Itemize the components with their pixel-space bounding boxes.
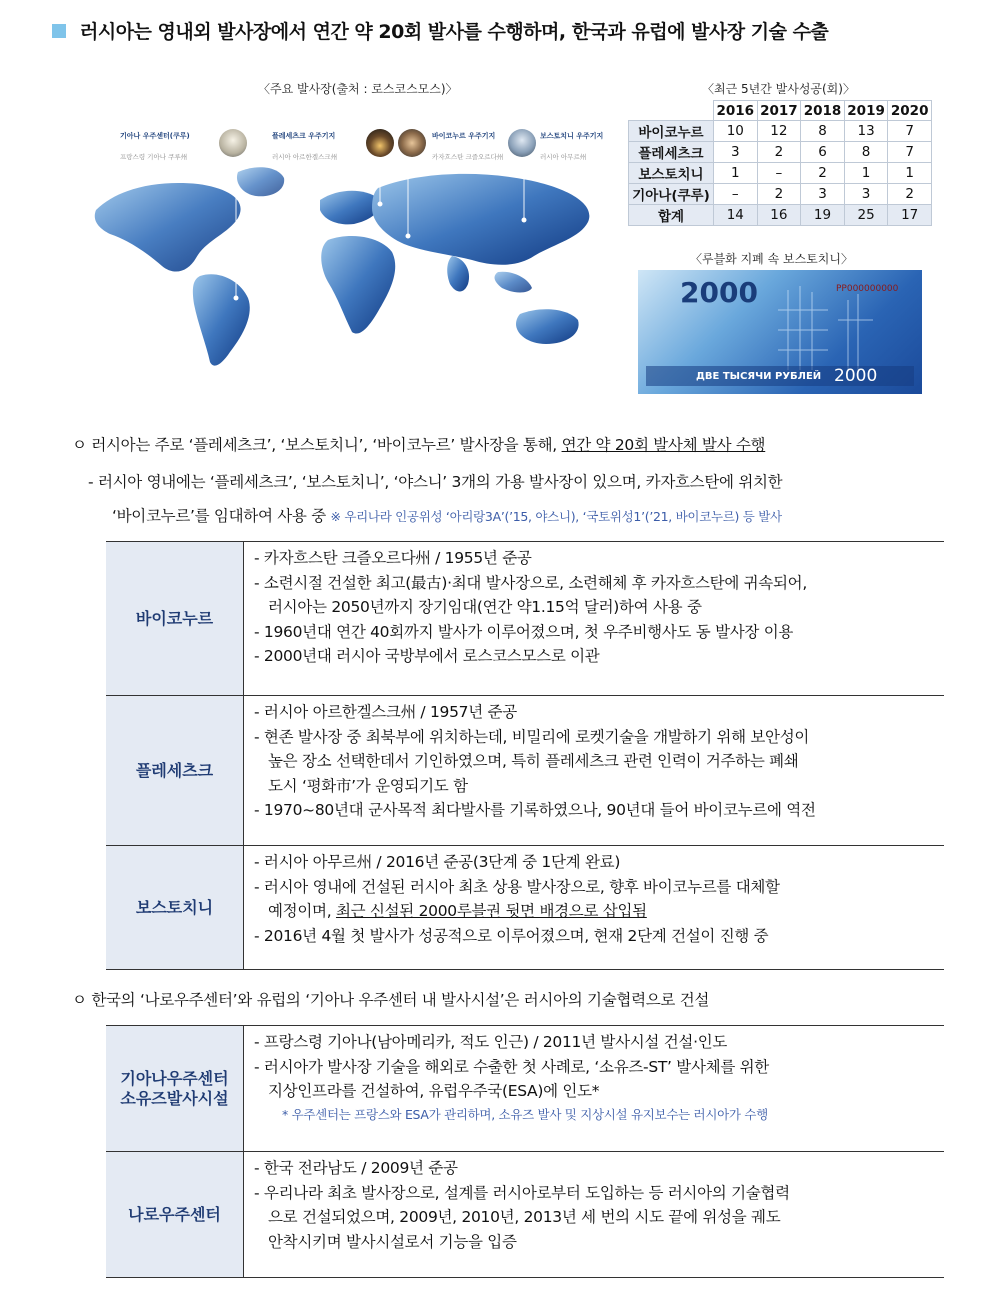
list-item: - 한국 전라남도 / 2009년 준공	[254, 1159, 458, 1177]
stats-cell: 2	[757, 142, 801, 163]
stats-cell: 3	[714, 142, 758, 163]
paragraph-2	[72, 988, 709, 1010]
stats-cell: 17	[888, 205, 932, 226]
dash: -	[88, 473, 94, 491]
paragraph-1-sub-text-2: ‘바이코누르’를 임대하여 사용 중	[112, 507, 326, 525]
stats-row-total	[629, 205, 932, 226]
kourou-launchpad-photo	[219, 129, 247, 157]
stats-cell: 7	[888, 142, 932, 163]
table-row-naro	[106, 1151, 944, 1278]
stats-cell: 1	[844, 163, 888, 184]
banknote-denomination-top: 2000	[680, 276, 758, 309]
satellite-note: ※ 우리나라 인공위성 ‘아리랑3A’(’15, 야스니), ‘국토위성1’(’21, 바이코누르) 등 발사	[330, 509, 782, 524]
list-item: - 2000년대 러시아 국방부에서 로스코스모스로 이관	[254, 647, 600, 665]
row-header: 플레세츠크	[629, 142, 714, 163]
list-item: - 프랑스령 기아나(남아메리카, 적도 인근) / 2011년 발사시설 건설·인도	[254, 1033, 728, 1051]
list-item-cont: 지상인프라를 건설하여, 유럽우주국(ESA)에 인도*	[268, 1082, 600, 1100]
stats-cell: 6	[801, 142, 845, 163]
stats-cell: 10	[714, 121, 758, 142]
stats-cell: 13	[844, 121, 888, 142]
row-label-line-1: 기아나우주센터	[120, 1069, 229, 1088]
stats-cell: 3	[801, 184, 845, 205]
row-header: 바이코누르	[629, 121, 714, 142]
list-item: - 러시아 아무르州 / 2016년 준공(3단계 중 1단계 완료)	[254, 853, 621, 871]
table-row-vostochny	[106, 845, 944, 970]
site-label-baikonur: 바이코누르 우주기지	[432, 132, 496, 140]
table-row-kourou	[106, 1025, 944, 1152]
stats-row-vostochny	[629, 163, 932, 184]
banknote-highlight: 최근 신설된 2000루블권 뒷면 배경으로 삽입됨	[335, 902, 647, 920]
stats-cell: 12	[757, 121, 801, 142]
site-label-kourou: 기아나 우주센터(쿠루)	[120, 132, 190, 140]
banknote-caption: 〈루블화 지폐 속 보스토치니〉	[690, 252, 853, 266]
stats-cell: 8	[801, 121, 845, 142]
year-header: 2019	[844, 101, 888, 121]
baikonur-launchpad-photo	[398, 129, 426, 157]
stats-cell: 16	[757, 205, 801, 226]
page-title: 러시아는 영내외 발사장에서 연간 약 20회 발사를 수행하며, 한국과 유럽에 발사장 기술 수출	[80, 21, 829, 43]
list-item-cont: 안착시키며 발사시설로서 기능을 입증	[268, 1232, 517, 1251]
row-label: 플레세츠크	[106, 696, 244, 846]
paragraph-1-highlight: 연간 약 20회 발사체 발사 수행	[561, 436, 766, 454]
stats-cell: 2	[888, 184, 932, 205]
stats-caption: 〈최근 5년간 발사성공(회)〉	[702, 82, 855, 96]
list-item-cont-text: 예정이며,	[268, 902, 332, 920]
launch-stats-table	[628, 100, 932, 226]
table-bottom-rule	[106, 969, 944, 970]
paragraph-1-sub-line-1	[88, 470, 782, 492]
world-map-image	[88, 148, 616, 376]
list-item-cont: 높은 장소 선택한데서 기인하였으며, 특히 플레세츠크 관련 인력이 거주하는 폐쇄	[268, 752, 799, 770]
site-location-plesetsk: 러시아 아르한겔스크州	[272, 153, 338, 161]
plesetsk-launchpad-photo	[366, 129, 394, 157]
list-item-cont: 러시아는 2050년까지 장기임대(연간 약1.15억 달러)하여 사용 중	[268, 598, 702, 616]
bullet: ㅇ	[72, 991, 87, 1009]
site-location-baikonur: 카자흐스탄 크즐오르다州	[432, 153, 504, 161]
table-row-baikonur	[106, 541, 944, 696]
list-item: - 우리나라 최초 발사장으로, 설계를 러시아로부터 도입하는 등 러시아의 기술협력	[254, 1183, 790, 1202]
export-site-table	[106, 1025, 944, 1277]
paragraph-1-sub-text: 러시아 영내에는 ‘플레세츠크’, ‘보스토치니’, ‘야스니’ 3개의 가용 발사장이 있으며, 카자흐스탄에 위치한	[97, 473, 783, 491]
stats-cell: 1	[888, 163, 932, 184]
map-caption: 〈주요 발사장(출처 : 로스코스모스)〉	[258, 82, 458, 96]
stats-cell: 7	[888, 121, 932, 142]
banknote-text: ДВЕ ТЫСЯЧИ РУБЛЕЙ	[696, 371, 822, 382]
row-header: 합계	[629, 205, 714, 226]
stats-cell: 2	[757, 184, 801, 205]
row-label: 보스토치니	[106, 846, 244, 970]
list-item-cont	[254, 899, 938, 924]
list-item-cont: 으로 건설되었으며, 2009년, 2010년, 2013년 세 번의 시도 끝에 위성을 궤도	[268, 1208, 781, 1226]
list-item: - 러시아 영내에 건설된 러시아 최초 상용 발사장으로, 향후 바이코누르를 대체할	[254, 877, 780, 896]
paragraph-1-sub-line-2	[112, 504, 782, 526]
vostochny-launchpad-photo	[508, 129, 536, 157]
list-item-cont: 도시 ‘평화市’가 운영되기도 함	[268, 776, 468, 795]
list-item: - 1960년대 연간 40회까지 발사가 이루어졌으며, 첫 우주비행사도 동 발사장 이용	[254, 622, 794, 641]
row-label	[106, 1026, 244, 1152]
table-bottom-rule	[106, 1277, 944, 1278]
stats-corner	[629, 101, 714, 121]
stats-cell: 1	[714, 163, 758, 184]
list-item: - 러시아 아르한겔스크州 / 1957년 준공	[254, 703, 517, 721]
row-label-line-2: 소유즈발사시설	[120, 1089, 229, 1108]
stats-row-baikonur	[629, 121, 932, 142]
row-label: 바이코누르	[106, 542, 244, 696]
banknote-serial: PP000000000	[836, 284, 899, 294]
row-header: 보스토치니	[629, 163, 714, 184]
title-marker	[52, 24, 66, 38]
stats-row-kourou	[629, 184, 932, 205]
site-location-kourou: 프랑스령 기아나 쿠루州	[120, 153, 188, 161]
site-label-vostochny: 보스토치니 우주기지	[540, 132, 604, 140]
site-location-vostochny: 러시아 아무르州	[540, 153, 587, 161]
list-item: - 현존 발사장 중 최북부에 위치하는데, 비밀리에 로켓기술을 개발하기 위해 보안성이	[254, 727, 810, 746]
table-row-plesetsk	[106, 695, 944, 846]
year-header: 2018	[801, 101, 845, 121]
stats-row-plesetsk	[629, 142, 932, 163]
year-header: 2016	[714, 101, 758, 121]
paragraph-2-text: 한국의 ‘나로우주센터’와 유럽의 ‘기아나 우주센터 내 발사시설’은 러시아의 기술협력으로 건설	[91, 991, 710, 1009]
stats-cell: –	[714, 184, 758, 205]
list-item: - 2016년 4월 첫 발사가 성공적으로 이루어졌으며, 현재 2단계 건설이 진행 중	[254, 926, 769, 945]
footnote: * 우주센터는 프랑스와 ESA가 관리하며, 소유즈 발사 및 지상시설 유지보수는 러시아가 수행	[282, 1106, 768, 1122]
row-header: 기아나(쿠루)	[629, 184, 714, 205]
list-item: - 1970~80년대 군사목적 최다발사를 기록하였으나, 90년대 들어 바이코누르에 역전	[254, 801, 816, 819]
year-header: 2020	[888, 101, 932, 121]
stats-cell: 3	[844, 184, 888, 205]
stats-cell: 14	[714, 205, 758, 226]
paragraph-1-text: 러시아는 주로 ‘플레세츠크’, ‘보스토치니’, ‘바이코누르’ 발사장을 통해,	[91, 436, 557, 454]
ruble-banknote-image	[638, 270, 922, 394]
row-label: 나로우주센터	[106, 1152, 244, 1278]
stats-cell: 8	[844, 142, 888, 163]
banknote-denomination-bottom: 2000	[834, 366, 878, 386]
launch-site-table	[106, 541, 944, 969]
stats-cell: 19	[801, 205, 845, 226]
paragraph-1	[72, 433, 765, 455]
site-label-plesetsk: 플레세츠크 우주기지	[272, 132, 336, 140]
list-item: - 러시아가 발사장 기술을 해외로 수출한 첫 사례로, ‘소유즈-ST’ 발사체를 위한	[254, 1057, 769, 1076]
stats-cell: 25	[844, 205, 888, 226]
list-item: - 카자흐스탄 크즐오르다州 / 1955년 준공	[254, 549, 532, 567]
list-item: - 소련시절 건설한 최고(最古)·최대 발사장으로, 소련해체 후 카자흐스탄에 귀속되어,	[254, 573, 807, 592]
stats-cell: 2	[801, 163, 845, 184]
bullet: ㅇ	[72, 436, 87, 454]
stats-cell: –	[757, 163, 801, 184]
year-header: 2017	[757, 101, 801, 121]
